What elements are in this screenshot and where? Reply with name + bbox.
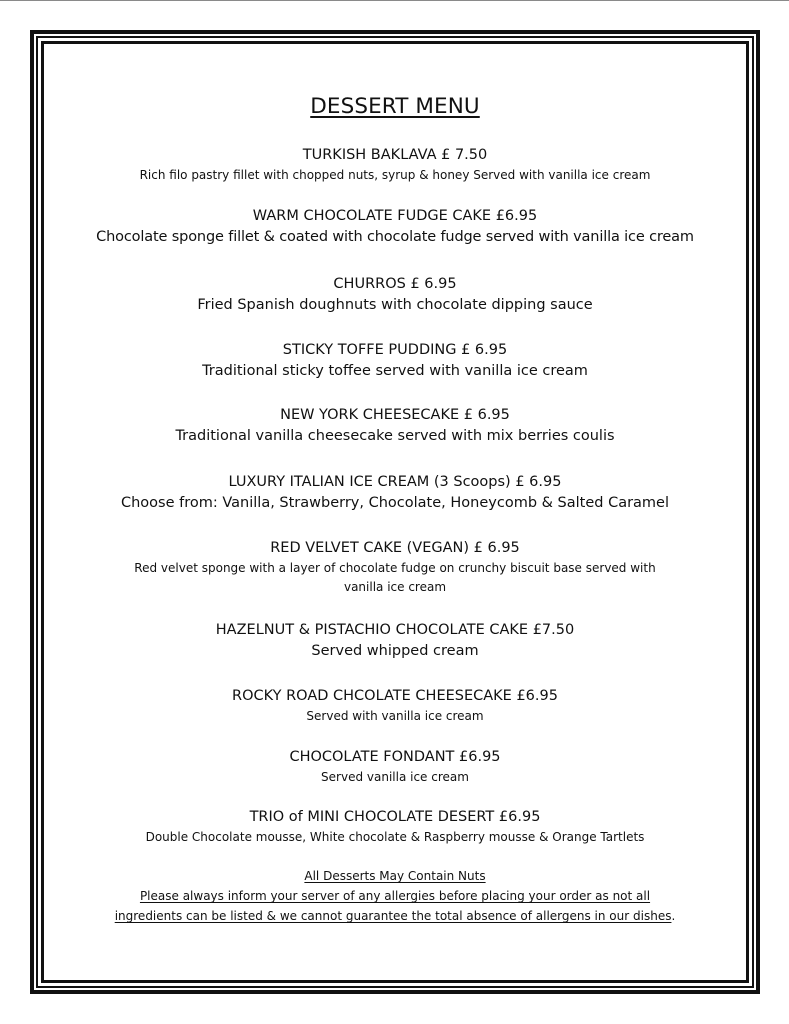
menu-item-description: Served vanilla ice cream [321,770,469,784]
menu-item-description: Chocolate sponge fillet & coated with chocolate fudge served with vanilla ice cream [96,229,694,245]
menu-item-name: NEW YORK CHEESECAKE £ 6.95 [280,407,510,423]
menu-item-description: Traditional vanilla cheesecake served with mix berries coulis [175,428,615,444]
allergy-notice-line-1: Please always inform your server of any allergies before placing your order as not all [139,889,651,903]
menu-item [44,538,746,597]
allergy-notice-line-2: ingredients can be listed & we cannot guarantee the total absence of allergens in our dishes [114,909,672,923]
menu-item-description: Served with vanilla ice cream [306,709,484,723]
menu-item-description: Served whipped cream [311,643,479,659]
menu-item [44,472,746,514]
menu-item [44,747,746,787]
menu-item [44,807,746,847]
menu-item-description: Traditional sticky toffee served with vanilla ice cream [202,363,588,379]
menu-item [44,206,746,248]
menu-item [44,620,746,662]
menu-page [44,44,746,980]
menu-item-name: ROCKY ROAD CHCOLATE CHEESECAKE £6.95 [232,688,558,704]
menu-item [44,274,746,316]
menu-item-description: Red velvet sponge with a layer of chocolate fudge on crunchy biscuit base served with vanilla ice cream [134,561,656,594]
menu-item-name: STICKY TOFFE PUDDING £ 6.95 [282,342,508,358]
menu-item-description: Fried Spanish doughnuts with chocolate dipping sauce [197,297,593,313]
menu-item-description: Double Chocolate mousse, White chocolate & Raspberry mousse & Orange Tartlets [145,830,645,844]
menu-title: DESSERT MENU [310,94,480,119]
top-rule [0,0,789,1]
menu-item [44,686,746,726]
menu-item-name: HAZELNUT & PISTACHIO CHOCOLATE CAKE £7.50 [215,622,575,638]
allergy-notice-line-2-wrapper [44,906,746,926]
menu-item [44,405,746,447]
allergen-notice [44,866,746,926]
menu-item-name: CHURROS £ 6.95 [333,276,457,292]
menu-item-name: CHOCOLATE FONDANT £6.95 [289,749,501,765]
menu-item-name: RED VELVET CAKE (VEGAN) £ 6.95 [270,540,520,556]
menu-item-name: LUXURY ITALIAN ICE CREAM (3 Scoops) £ 6.95 [228,474,562,490]
nuts-notice: All Desserts May Contain Nuts [304,869,486,883]
menu-item-name: TRIO of MINI CHOCOLATE DESERT £6.95 [249,809,541,825]
menu-item-description: Choose from: Vanilla, Strawberry, Chocolate, Honeycomb & Salted Caramel [120,495,670,511]
allergy-notice-period: . [671,909,676,923]
menu-item-name: TURKISH BAKLAVA £ 7.50 [302,147,488,163]
menu-item [44,145,746,185]
menu-item-name: WARM CHOCOLATE FUDGE CAKE £6.95 [252,208,538,224]
menu-item [44,340,746,382]
menu-item-description: Rich filo pastry fillet with chopped nuts, syrup & honey Served with vanilla ice cream [139,168,651,182]
